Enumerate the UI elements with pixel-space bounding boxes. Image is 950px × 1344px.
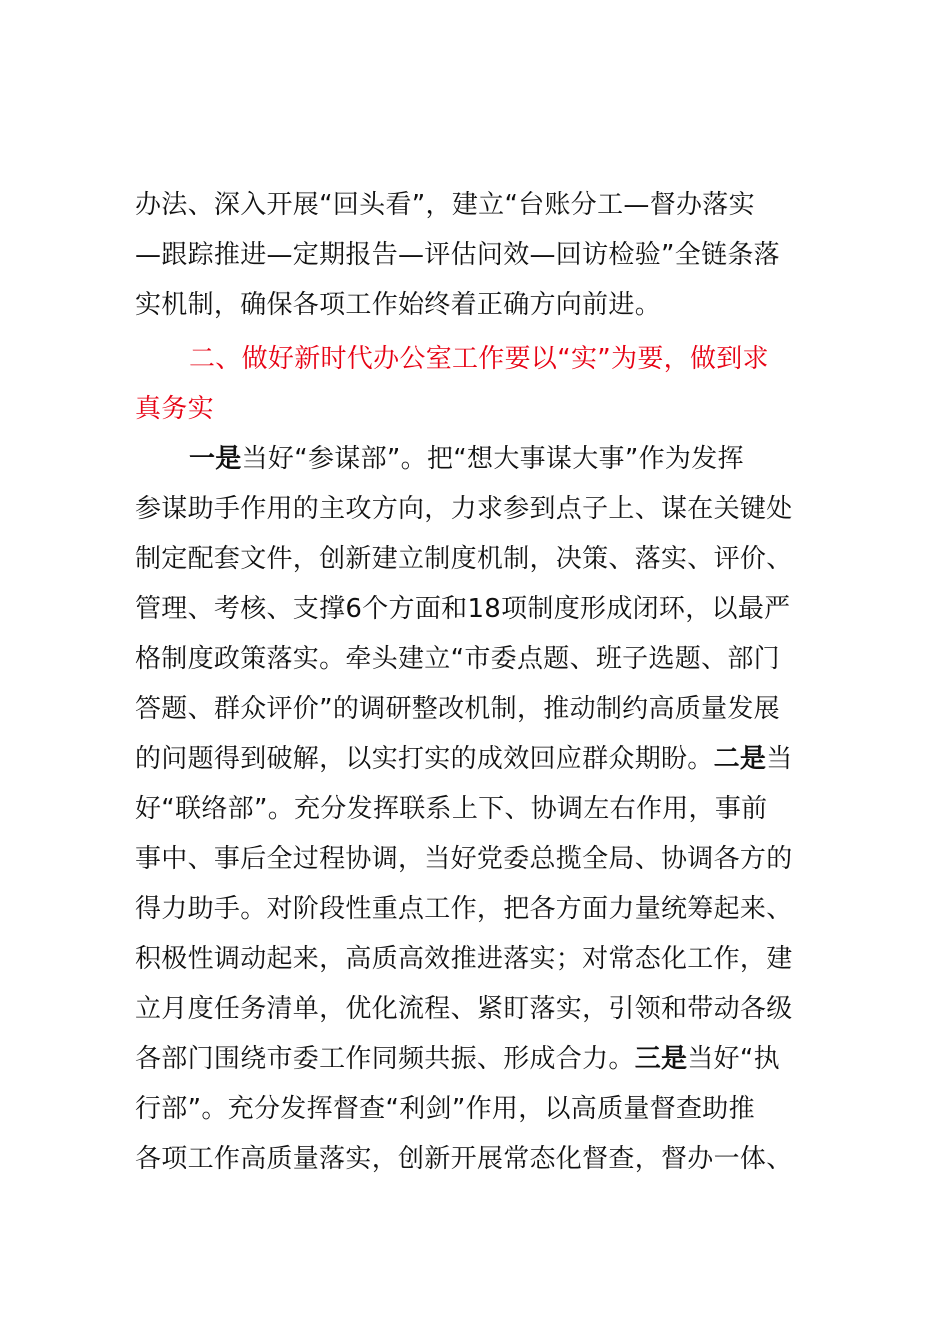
text-line: 办法、深入开展“回头看”，建立“台账分工—督办落实 [135,190,755,220]
text-segment: 当 [766,744,793,774]
text-line: 管理、考核、支撑6个方面和18项制度形成闭环，以最严 [135,594,791,624]
text-line: 事中、事后全过程协调，当好党委总揽全局、协调各方的 [135,844,793,874]
text-segment: 当好“执 [687,1044,780,1074]
text-line: 行部”。充分发挥督查“利剑”作用，以高质量督查助推 [135,1094,755,1124]
text-line: 好“联络部”。充分发挥联系上下、协调左右作用，事前 [135,794,768,824]
text-line: —跟踪推进—定期报告—评估问效—回访检验”全链条落 [135,240,780,270]
text-segment: 当好“参谋部”。把“想大事谋大事”作为发挥 [241,444,744,474]
lead-term: 三是 [634,1044,688,1074]
text-segment: 各部门围绕市委工作同频共振、形成合力。 [135,1044,635,1074]
section-heading [135,334,845,434]
text-line: 立月度任务清单，优化流程、紧盯落实，引领和带动各级 [135,994,793,1024]
paragraph-continuation [135,180,845,330]
lead-term: 一是 [189,444,242,474]
text-line: 实机制，确保各项工作始终着正确方向前进。 [135,290,662,320]
lead-term: 二是 [713,744,767,774]
text-line [135,1034,845,1084]
text-line: 答题、群众评价”的调研整改机制，推动制约高质量发展 [135,694,780,724]
document-page [135,180,845,1184]
text-line: 得力助手。对阶段性重点工作，把各方面力量统筹起来、 [135,894,793,924]
text-line [135,734,845,784]
text-line: 制定配套文件，创新建立制度机制，决策、落实、评价、 [135,544,793,574]
text-segment: 的问题得到破解，以实打实的成效回应群众期盼。 [135,744,714,774]
text-line: 格制度政策落实。牵头建立“市委点题、班子选题、部门 [135,644,780,674]
heading-line: 二、做好新时代办公室工作要以“实”为要，做到求 [189,344,769,374]
heading-line: 真务实 [135,394,214,424]
paragraph-body [135,434,845,1184]
text-line: 参谋助手作用的主攻方向，力求参到点子上、谋在关键处 [135,494,793,524]
text-line [135,434,845,484]
text-line: 积极性调动起来，高质高效推进落实；对常态化工作，建 [135,944,793,974]
text-line: 各项工作高质量落实，创新开展常态化督查，督办一体、 [135,1144,793,1174]
